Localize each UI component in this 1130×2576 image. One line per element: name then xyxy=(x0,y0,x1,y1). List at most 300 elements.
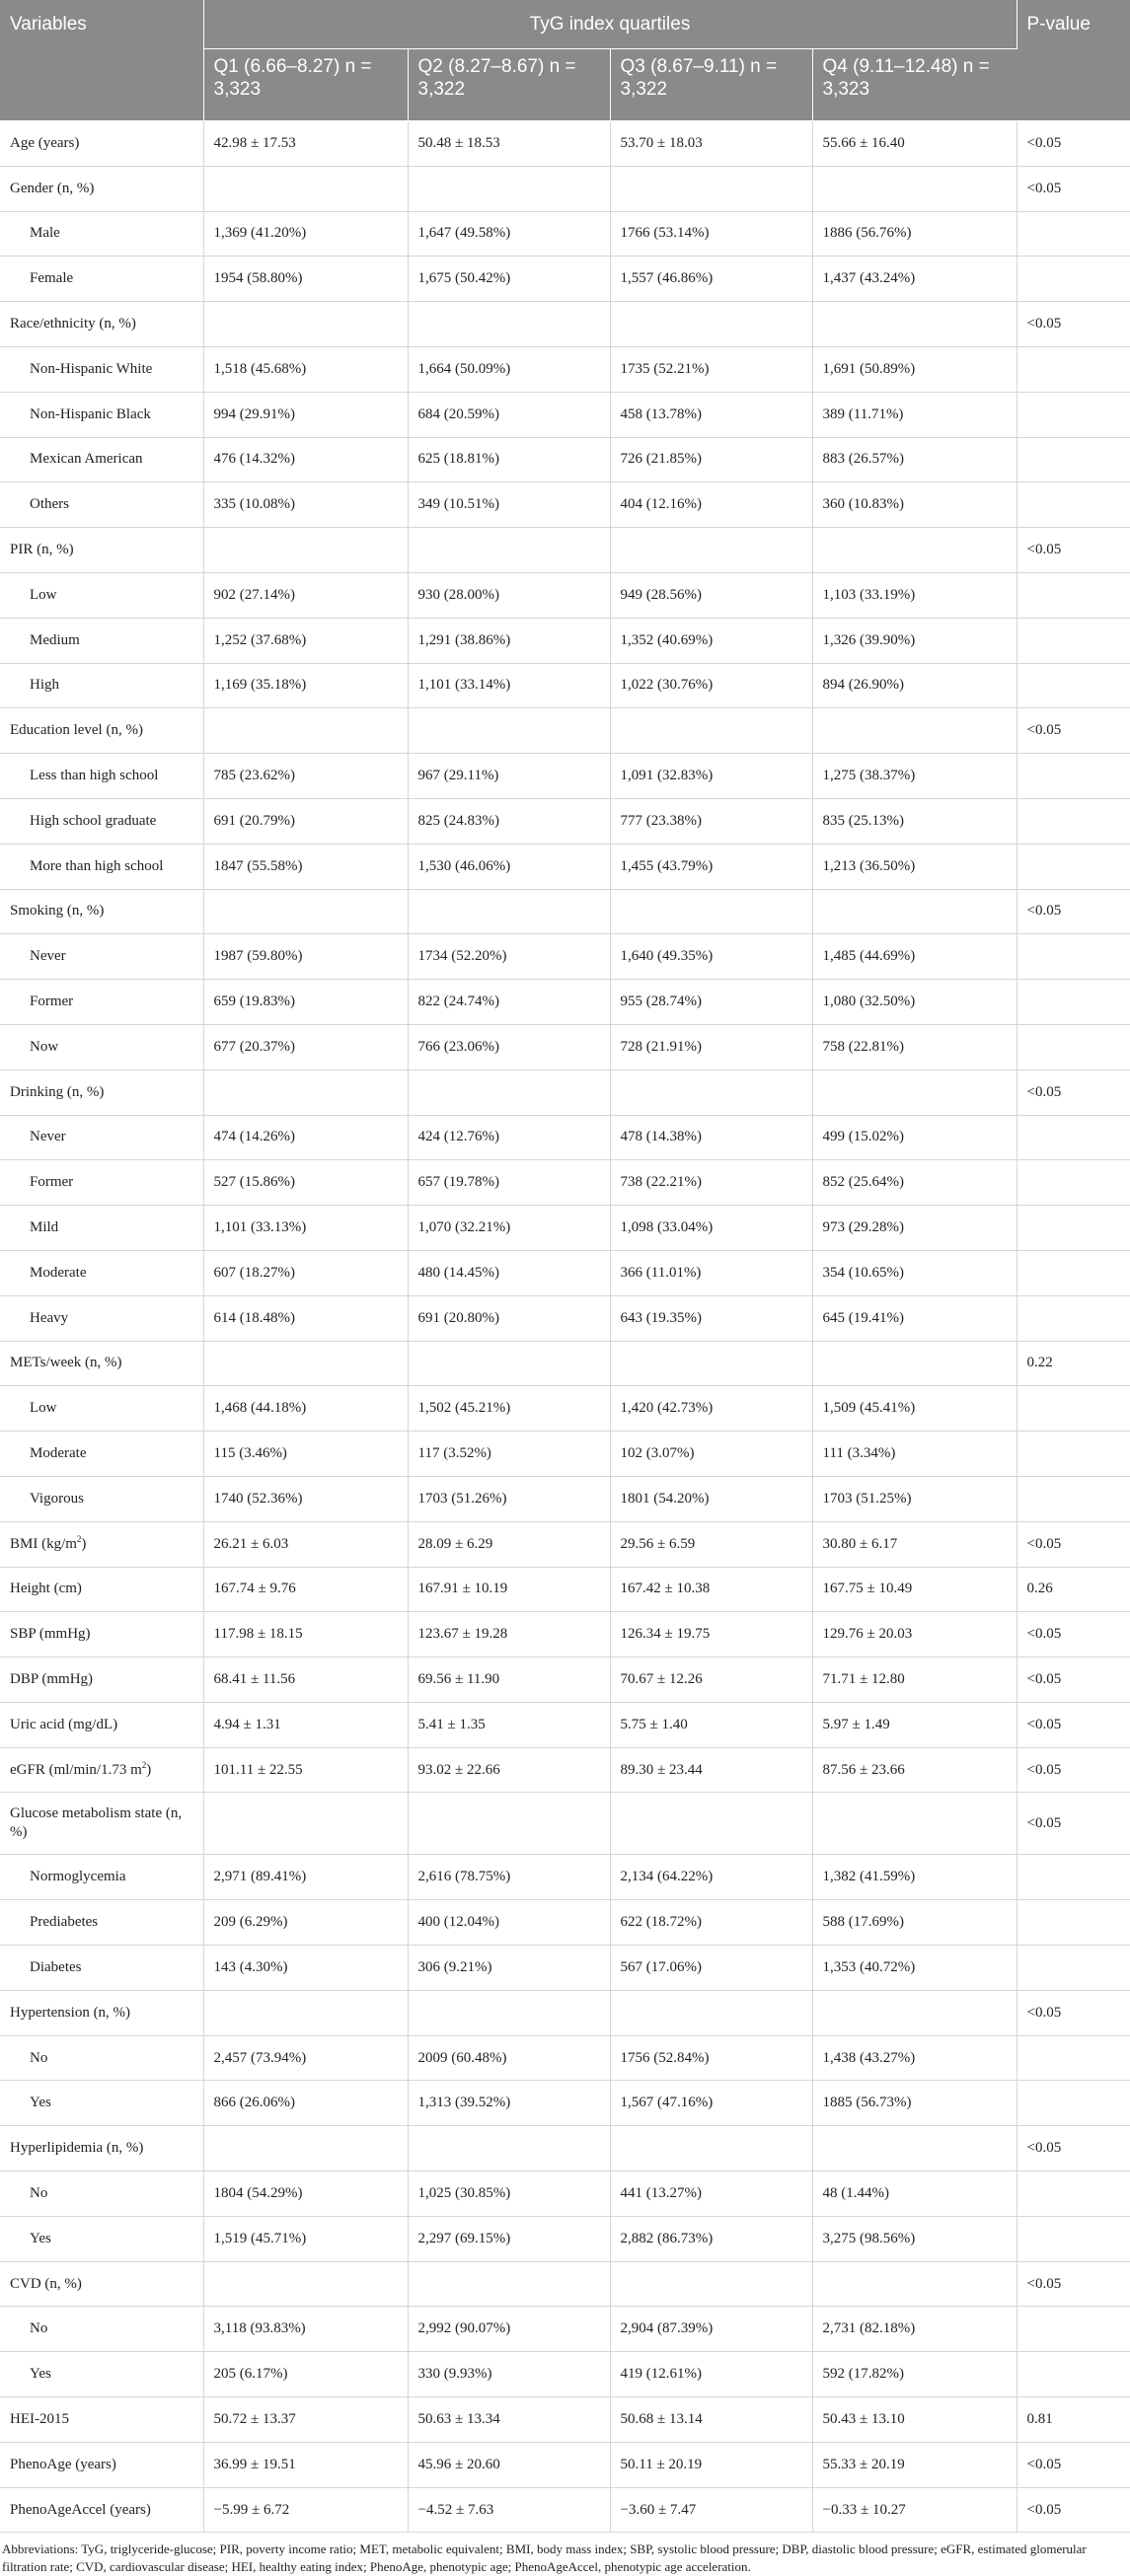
cell-q1: 527 (15.86%) xyxy=(203,1160,408,1206)
cell-q3 xyxy=(610,2126,812,2171)
cell-pvalue xyxy=(1017,1386,1130,1432)
cell-q1: 1,169 (35.18%) xyxy=(203,663,408,708)
cell-pvalue: <0.05 xyxy=(1017,1990,1130,2035)
row-label: Low xyxy=(0,572,203,618)
cell-q2: 480 (14.45%) xyxy=(408,1250,610,1295)
table-row xyxy=(0,482,1130,528)
cell-q4: 129.76 ± 20.03 xyxy=(812,1612,1017,1657)
cell-q4: 1,437 (43.24%) xyxy=(812,257,1017,302)
row-label: Glucose metabolism state (n, %) xyxy=(0,1793,203,1855)
row-label: Hyperlipidemia (n, %) xyxy=(0,2126,203,2171)
cell-q3 xyxy=(610,2261,812,2307)
cell-q1: 68.41 ± 11.56 xyxy=(203,1657,408,1703)
cell-q1: 785 (23.62%) xyxy=(203,754,408,799)
cell-q4 xyxy=(812,1341,1017,1386)
cell-pvalue: <0.05 xyxy=(1017,166,1130,211)
cell-q2: 123.67 ± 19.28 xyxy=(408,1612,610,1657)
cell-q1: 677 (20.37%) xyxy=(203,1024,408,1069)
cell-q1 xyxy=(203,1341,408,1386)
row-label: Gender (n, %) xyxy=(0,166,203,211)
cell-pvalue: <0.05 xyxy=(1017,1702,1130,1747)
row-label: Former xyxy=(0,1160,203,1206)
cell-q1 xyxy=(203,1990,408,2035)
row-label: Hypertension (n, %) xyxy=(0,1990,203,2035)
cell-q4: 50.43 ± 13.10 xyxy=(812,2397,1017,2443)
cell-q4: 852 (25.64%) xyxy=(812,1160,1017,1206)
row-label: PhenoAge (years) xyxy=(0,2442,203,2487)
cell-q3: 738 (22.21%) xyxy=(610,1160,812,1206)
table-row xyxy=(0,889,1130,934)
cell-q2: 28.09 ± 6.29 xyxy=(408,1521,610,1567)
cell-q1: 335 (10.08%) xyxy=(203,482,408,528)
cell-q1 xyxy=(203,2261,408,2307)
cell-q3: 2,904 (87.39%) xyxy=(610,2307,812,2352)
cell-q2: 930 (28.00%) xyxy=(408,572,610,618)
cell-q4 xyxy=(812,2261,1017,2307)
cell-q3: 167.42 ± 10.38 xyxy=(610,1567,812,1612)
table-row xyxy=(0,663,1130,708)
cell-pvalue xyxy=(1017,663,1130,708)
table-row xyxy=(0,1793,1130,1855)
cell-pvalue: <0.05 xyxy=(1017,1069,1130,1115)
row-label: HEI-2015 xyxy=(0,2397,203,2443)
row-label: Mild xyxy=(0,1206,203,1251)
cell-q3: 949 (28.56%) xyxy=(610,572,812,618)
cell-q1: 1,519 (45.71%) xyxy=(203,2216,408,2261)
cell-q1: 659 (19.83%) xyxy=(203,980,408,1025)
cell-q2: 93.02 ± 22.66 xyxy=(408,1747,610,1793)
cell-q4: 588 (17.69%) xyxy=(812,1900,1017,1946)
cell-q4: 30.80 ± 6.17 xyxy=(812,1521,1017,1567)
table-row xyxy=(0,2487,1130,2533)
cell-q4: 1703 (51.25%) xyxy=(812,1476,1017,1521)
table-row xyxy=(0,2035,1130,2081)
cell-q4: 1,213 (36.50%) xyxy=(812,844,1017,889)
cell-q3: 2,882 (86.73%) xyxy=(610,2216,812,2261)
cell-q4: 1,326 (39.90%) xyxy=(812,618,1017,663)
cell-pvalue: <0.05 xyxy=(1017,1793,1130,1855)
cell-q1: 1,518 (45.68%) xyxy=(203,346,408,392)
cell-q2: 691 (20.80%) xyxy=(408,1295,610,1341)
cell-pvalue: <0.05 xyxy=(1017,302,1130,347)
cell-q2: 1,675 (50.42%) xyxy=(408,257,610,302)
cell-q3: 1735 (52.21%) xyxy=(610,346,812,392)
cell-q1: 167.74 ± 9.76 xyxy=(203,1567,408,1612)
table-row xyxy=(0,1747,1130,1793)
row-label: Prediabetes xyxy=(0,1900,203,1946)
cell-q4: 835 (25.13%) xyxy=(812,798,1017,844)
cell-q3: 1766 (53.14%) xyxy=(610,211,812,257)
cell-q1: 3,118 (93.83%) xyxy=(203,2307,408,2352)
cell-q2: 2,297 (69.15%) xyxy=(408,2216,610,2261)
cell-q4: 1,080 (32.50%) xyxy=(812,980,1017,1025)
cell-q3: 1,098 (33.04%) xyxy=(610,1206,812,1251)
cell-q2: 50.48 ± 18.53 xyxy=(408,121,610,167)
cell-pvalue xyxy=(1017,618,1130,663)
cell-q4: 973 (29.28%) xyxy=(812,1206,1017,1251)
cell-pvalue: <0.05 xyxy=(1017,1521,1130,1567)
header-q1: Q1 (6.66–8.27) n = 3,323 xyxy=(203,49,408,121)
table-row xyxy=(0,1115,1130,1160)
cell-q4: 894 (26.90%) xyxy=(812,663,1017,708)
cell-q4: 1886 (56.76%) xyxy=(812,211,1017,257)
abbreviations-footnote: Abbreviations: TyG, triglyceride-glucose; PIR, poverty income ratio; MET, metabolic equivalent; BMI, body mass index; SBP, systolic blood pressure; DBP, diastolic blood pressure; eGFR, estimated glomerular filtration rate; CVD, cardiovascular disease; HEI, healthy eating index; PhenoAge, phenotypic age; PhenoAgeAccel, phenotypic age acceleration. xyxy=(2,2541,1087,2575)
cell-q4: 2,731 (82.18%) xyxy=(812,2307,1017,2352)
cell-pvalue: <0.05 xyxy=(1017,2442,1130,2487)
table-row xyxy=(0,2307,1130,2352)
cell-q3 xyxy=(610,302,812,347)
cell-q1: 1987 (59.80%) xyxy=(203,934,408,980)
cell-pvalue: 0.81 xyxy=(1017,2397,1130,2443)
cell-q2: 330 (9.93%) xyxy=(408,2352,610,2397)
table-row xyxy=(0,1432,1130,1477)
row-label: High school graduate xyxy=(0,798,203,844)
cell-q1: 866 (26.06%) xyxy=(203,2081,408,2126)
table-row xyxy=(0,934,1130,980)
cell-pvalue: <0.05 xyxy=(1017,1612,1130,1657)
cell-q1: −5.99 ± 6.72 xyxy=(203,2487,408,2533)
row-label: METs/week (n, %) xyxy=(0,1341,203,1386)
cell-q3: 955 (28.74%) xyxy=(610,980,812,1025)
table-row xyxy=(0,2081,1130,2126)
cell-q2: 1734 (52.20%) xyxy=(408,934,610,980)
cell-q1: 1,101 (33.13%) xyxy=(203,1206,408,1251)
cell-q2: 1,502 (45.21%) xyxy=(408,1386,610,1432)
cell-q4: 883 (26.57%) xyxy=(812,437,1017,482)
table-header xyxy=(0,0,1130,121)
row-label: Drinking (n, %) xyxy=(0,1069,203,1115)
cell-q1: 1,468 (44.18%) xyxy=(203,1386,408,1432)
cell-q1 xyxy=(203,1793,408,1855)
cell-q4 xyxy=(812,1990,1017,2035)
table-body xyxy=(0,121,1130,2533)
table-row xyxy=(0,2352,1130,2397)
cell-q3: 1,640 (49.35%) xyxy=(610,934,812,980)
cell-q4 xyxy=(812,2126,1017,2171)
cell-q1: 101.11 ± 22.55 xyxy=(203,1747,408,1793)
cell-q3: 622 (18.72%) xyxy=(610,1900,812,1946)
cell-q2 xyxy=(408,1069,610,1115)
cell-q3: 50.68 ± 13.14 xyxy=(610,2397,812,2443)
cell-q3: 777 (23.38%) xyxy=(610,798,812,844)
cell-q1: 50.72 ± 13.37 xyxy=(203,2397,408,2443)
cell-pvalue: <0.05 xyxy=(1017,2487,1130,2533)
row-label: Male xyxy=(0,211,203,257)
row-label: Former xyxy=(0,980,203,1025)
cell-q1: 1740 (52.36%) xyxy=(203,1476,408,1521)
cell-q4: −0.33 ± 10.27 xyxy=(812,2487,1017,2533)
cell-q4: 1,275 (38.37%) xyxy=(812,754,1017,799)
table-row xyxy=(0,346,1130,392)
cell-q2: 1,101 (33.14%) xyxy=(408,663,610,708)
cell-pvalue: <0.05 xyxy=(1017,889,1130,934)
cell-pvalue xyxy=(1017,1900,1130,1946)
header-group: TyG index quartiles xyxy=(203,0,1017,49)
cell-q1: 994 (29.91%) xyxy=(203,392,408,437)
row-label: Others xyxy=(0,482,203,528)
cell-q2: 1,025 (30.85%) xyxy=(408,2171,610,2217)
table-row xyxy=(0,1069,1130,1115)
cell-q4: 167.75 ± 10.49 xyxy=(812,1567,1017,1612)
cell-q2: 1703 (51.26%) xyxy=(408,1476,610,1521)
cell-pvalue xyxy=(1017,2352,1130,2397)
table-row xyxy=(0,1341,1130,1386)
cell-pvalue xyxy=(1017,1432,1130,1477)
row-label: Non-Hispanic Black xyxy=(0,392,203,437)
table-row xyxy=(0,708,1130,754)
cell-q3: 366 (11.01%) xyxy=(610,1250,812,1295)
cell-q2 xyxy=(408,708,610,754)
cell-pvalue xyxy=(1017,1476,1130,1521)
cell-pvalue xyxy=(1017,1024,1130,1069)
cell-q3: 726 (21.85%) xyxy=(610,437,812,482)
row-label: Yes xyxy=(0,2216,203,2261)
cell-q2: 2009 (60.48%) xyxy=(408,2035,610,2081)
table-row xyxy=(0,528,1130,573)
table-row xyxy=(0,618,1130,663)
cell-pvalue xyxy=(1017,392,1130,437)
table-row xyxy=(0,1521,1130,1567)
cell-q3 xyxy=(610,1793,812,1855)
header-q2: Q2 (8.27–8.67) n = 3,322 xyxy=(408,49,610,121)
cell-q2: 306 (9.21%) xyxy=(408,1946,610,1991)
row-label: PIR (n, %) xyxy=(0,528,203,573)
cell-q2 xyxy=(408,166,610,211)
cell-q3: 1801 (54.20%) xyxy=(610,1476,812,1521)
cell-q1: 691 (20.79%) xyxy=(203,798,408,844)
cell-q1: 117.98 ± 18.15 xyxy=(203,1612,408,1657)
header-variables: Variables xyxy=(0,0,203,121)
cell-q3: 89.30 ± 23.44 xyxy=(610,1747,812,1793)
cell-pvalue: <0.05 xyxy=(1017,2126,1130,2171)
cell-pvalue xyxy=(1017,2081,1130,2126)
cell-q3: 1,022 (30.76%) xyxy=(610,663,812,708)
row-label: Non-Hispanic White xyxy=(0,346,203,392)
row-label: Normoglycemia xyxy=(0,1855,203,1900)
cell-q2: 766 (23.06%) xyxy=(408,1024,610,1069)
row-label: Vigorous xyxy=(0,1476,203,1521)
cell-q1: 474 (14.26%) xyxy=(203,1115,408,1160)
cell-q2: −4.52 ± 7.63 xyxy=(408,2487,610,2533)
cell-pvalue xyxy=(1017,980,1130,1025)
cell-q1: 143 (4.30%) xyxy=(203,1946,408,1991)
cell-q4 xyxy=(812,1069,1017,1115)
cell-q4 xyxy=(812,302,1017,347)
table-row xyxy=(0,257,1130,302)
cell-q4: 354 (10.65%) xyxy=(812,1250,1017,1295)
cell-pvalue xyxy=(1017,754,1130,799)
cell-q4 xyxy=(812,889,1017,934)
cell-q2: 684 (20.59%) xyxy=(408,392,610,437)
row-label: Race/ethnicity (n, %) xyxy=(0,302,203,347)
cell-q1: 205 (6.17%) xyxy=(203,2352,408,2397)
cell-q3: 29.56 ± 6.59 xyxy=(610,1521,812,1567)
cell-pvalue xyxy=(1017,2171,1130,2217)
cell-q2 xyxy=(408,1990,610,2035)
row-label: Education level (n, %) xyxy=(0,708,203,754)
cell-q3: 419 (12.61%) xyxy=(610,2352,812,2397)
cell-pvalue: 0.22 xyxy=(1017,1341,1130,1386)
cell-q2: 625 (18.81%) xyxy=(408,437,610,482)
table-row xyxy=(0,1990,1130,2035)
cell-q2: 657 (19.78%) xyxy=(408,1160,610,1206)
row-label: No xyxy=(0,2307,203,2352)
cell-q1: 614 (18.48%) xyxy=(203,1295,408,1341)
cell-pvalue xyxy=(1017,346,1130,392)
cell-q2: 69.56 ± 11.90 xyxy=(408,1657,610,1703)
cell-q3 xyxy=(610,166,812,211)
row-label: Never xyxy=(0,934,203,980)
cell-pvalue: 0.26 xyxy=(1017,1567,1130,1612)
cell-q4: 1,353 (40.72%) xyxy=(812,1946,1017,1991)
cell-pvalue xyxy=(1017,1115,1130,1160)
table-row xyxy=(0,1476,1130,1521)
cell-q3 xyxy=(610,1069,812,1115)
cell-q4: 1,438 (43.27%) xyxy=(812,2035,1017,2081)
table-row xyxy=(0,572,1130,618)
cell-q1 xyxy=(203,708,408,754)
table-row xyxy=(0,2216,1130,2261)
table-row xyxy=(0,1386,1130,1432)
cell-pvalue xyxy=(1017,2216,1130,2261)
row-label: SBP (mmHg) xyxy=(0,1612,203,1657)
table-row xyxy=(0,2171,1130,2217)
cell-q3: 567 (17.06%) xyxy=(610,1946,812,1991)
table-row xyxy=(0,1567,1130,1612)
cell-q1: 1,252 (37.68%) xyxy=(203,618,408,663)
cell-q2: 1,070 (32.21%) xyxy=(408,1206,610,1251)
cell-q1: 36.99 ± 19.51 xyxy=(203,2442,408,2487)
cell-pvalue xyxy=(1017,1160,1130,1206)
cell-q4: 111 (3.34%) xyxy=(812,1432,1017,1477)
table-row xyxy=(0,1160,1130,1206)
cell-q1: 115 (3.46%) xyxy=(203,1432,408,1477)
cell-q3: 1,352 (40.69%) xyxy=(610,618,812,663)
cell-q2 xyxy=(408,528,610,573)
cell-pvalue xyxy=(1017,572,1130,618)
cell-q2: 2,616 (78.75%) xyxy=(408,1855,610,1900)
cell-pvalue xyxy=(1017,257,1130,302)
table-row xyxy=(0,1657,1130,1703)
cell-q3 xyxy=(610,708,812,754)
cell-q4: 87.56 ± 23.66 xyxy=(812,1747,1017,1793)
cell-q4 xyxy=(812,528,1017,573)
row-label: Diabetes xyxy=(0,1946,203,1991)
cell-q3: 458 (13.78%) xyxy=(610,392,812,437)
cell-q3: 1,557 (46.86%) xyxy=(610,257,812,302)
cell-q1 xyxy=(203,2126,408,2171)
table-row xyxy=(0,754,1130,799)
row-label: High xyxy=(0,663,203,708)
header-pvalue: P-value xyxy=(1017,0,1130,121)
cell-q1: 1847 (55.58%) xyxy=(203,844,408,889)
cell-q2 xyxy=(408,1341,610,1386)
cell-q2: 1,664 (50.09%) xyxy=(408,346,610,392)
row-label: Moderate xyxy=(0,1250,203,1295)
cell-q3: 5.75 ± 1.40 xyxy=(610,1702,812,1747)
cell-q4: 360 (10.83%) xyxy=(812,482,1017,528)
cell-q3: 1,091 (32.83%) xyxy=(610,754,812,799)
cell-q2: 825 (24.83%) xyxy=(408,798,610,844)
row-label: No xyxy=(0,2035,203,2081)
row-label: Female xyxy=(0,257,203,302)
row-label: Yes xyxy=(0,2352,203,2397)
row-label: Age (years) xyxy=(0,121,203,167)
cell-q3: −3.60 ± 7.47 xyxy=(610,2487,812,2533)
cell-q4: 1,382 (41.59%) xyxy=(812,1855,1017,1900)
cell-q4: 1,509 (45.41%) xyxy=(812,1386,1017,1432)
cell-q3: 1,420 (42.73%) xyxy=(610,1386,812,1432)
cell-q4: 71.71 ± 12.80 xyxy=(812,1657,1017,1703)
table-row xyxy=(0,1702,1130,1747)
cell-q2 xyxy=(408,302,610,347)
table-row xyxy=(0,1946,1130,1991)
cell-q4 xyxy=(812,708,1017,754)
cell-q4: 499 (15.02%) xyxy=(812,1115,1017,1160)
table-row xyxy=(0,798,1130,844)
cell-q3: 728 (21.91%) xyxy=(610,1024,812,1069)
table-row xyxy=(0,1612,1130,1657)
cell-q1: 2,971 (89.41%) xyxy=(203,1855,408,1900)
cell-pvalue: <0.05 xyxy=(1017,708,1130,754)
cell-q1 xyxy=(203,1069,408,1115)
cell-q3: 70.67 ± 12.26 xyxy=(610,1657,812,1703)
row-label: More than high school xyxy=(0,844,203,889)
cell-q4 xyxy=(812,166,1017,211)
cell-q2: 1,530 (46.06%) xyxy=(408,844,610,889)
row-label: DBP (mmHg) xyxy=(0,1657,203,1703)
cell-q1: 607 (18.27%) xyxy=(203,1250,408,1295)
cell-q4: 1885 (56.73%) xyxy=(812,2081,1017,2126)
cell-pvalue xyxy=(1017,1946,1130,1991)
cell-q3 xyxy=(610,1990,812,2035)
row-label: Less than high school xyxy=(0,754,203,799)
cell-q4: 389 (11.71%) xyxy=(812,392,1017,437)
table-row xyxy=(0,1250,1130,1295)
row-label: eGFR (ml/min/1.73 $m^2$) xyxy=(0,1747,203,1793)
cell-pvalue xyxy=(1017,1206,1130,1251)
row-label: Uric acid (mg/dL) xyxy=(0,1702,203,1747)
cell-q3: 126.34 ± 19.75 xyxy=(610,1612,812,1657)
cell-q2: 349 (10.51%) xyxy=(408,482,610,528)
table-row xyxy=(0,844,1130,889)
cell-q2: 967 (29.11%) xyxy=(408,754,610,799)
header-q3: Q3 (8.67–9.11) n = 3,322 xyxy=(610,49,812,121)
cell-q2: 50.63 ± 13.34 xyxy=(408,2397,610,2443)
row-label: Mexican American xyxy=(0,437,203,482)
cell-q1 xyxy=(203,166,408,211)
cell-q3: 2,134 (64.22%) xyxy=(610,1855,812,1900)
cell-pvalue xyxy=(1017,211,1130,257)
cell-pvalue xyxy=(1017,1250,1130,1295)
cell-q2: 822 (24.74%) xyxy=(408,980,610,1025)
cell-pvalue xyxy=(1017,437,1130,482)
cell-pvalue xyxy=(1017,1855,1130,1900)
cell-q1: 26.21 ± 6.03 xyxy=(203,1521,408,1567)
cell-q2: 1,313 (39.52%) xyxy=(408,2081,610,2126)
row-label: CVD (n, %) xyxy=(0,2261,203,2307)
row-label: Medium xyxy=(0,618,203,663)
cell-pvalue: <0.05 xyxy=(1017,1657,1130,1703)
row-label: Never xyxy=(0,1115,203,1160)
table-row xyxy=(0,302,1130,347)
cell-q3: 102 (3.07%) xyxy=(610,1432,812,1477)
cell-q3: 1,567 (47.16%) xyxy=(610,2081,812,2126)
cell-q4: 1,691 (50.89%) xyxy=(812,346,1017,392)
cell-pvalue xyxy=(1017,934,1130,980)
cell-pvalue: <0.05 xyxy=(1017,1747,1130,1793)
cell-q3: 441 (13.27%) xyxy=(610,2171,812,2217)
